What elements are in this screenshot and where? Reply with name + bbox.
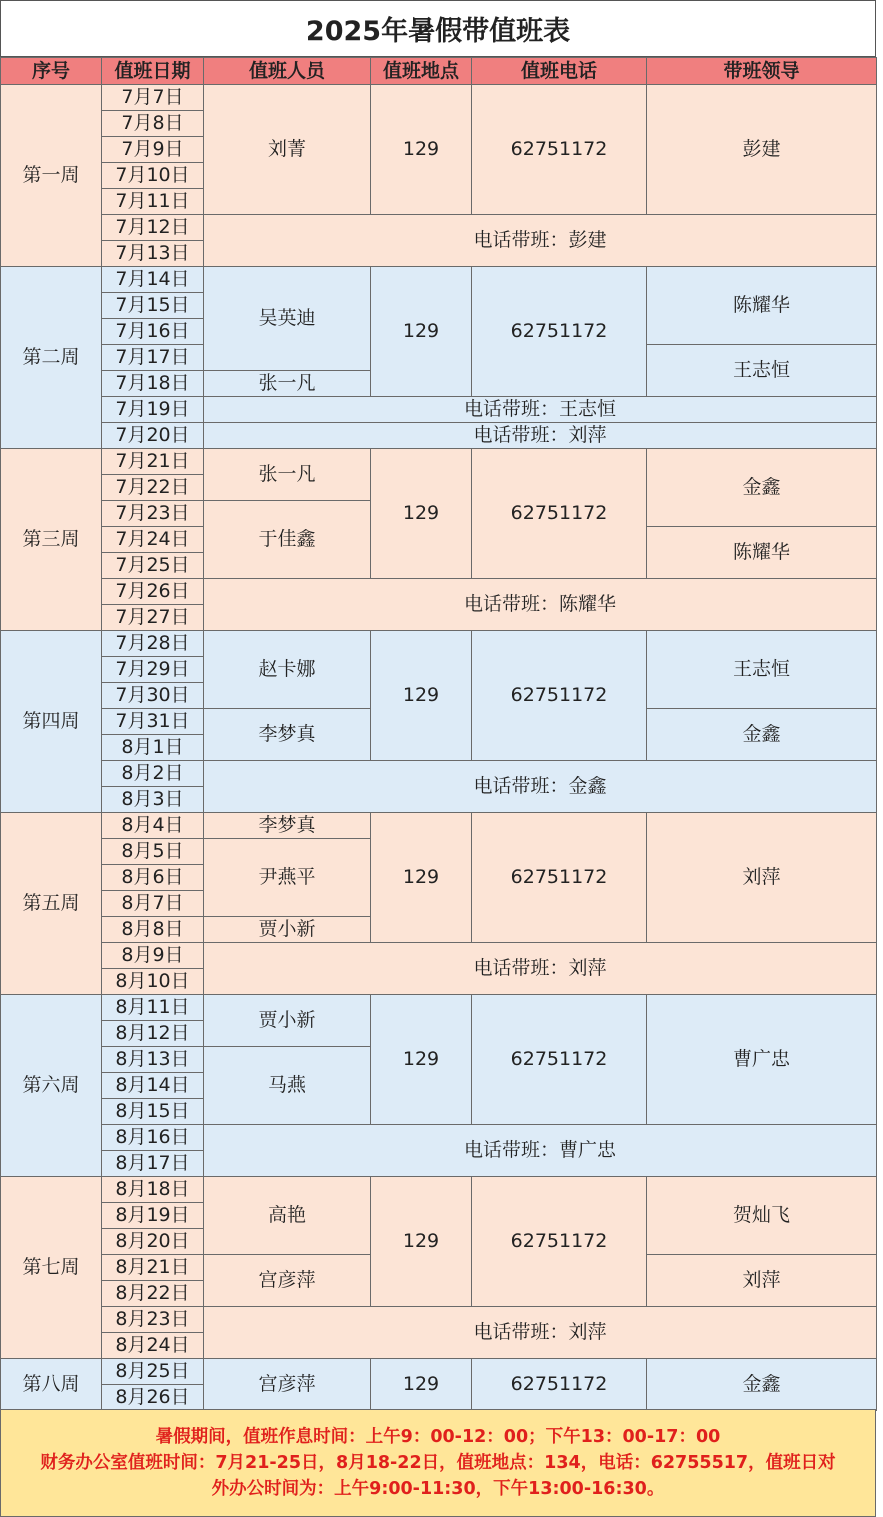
- phone-cell: 62751172: [472, 813, 647, 943]
- leader-cell: 陈耀华: [647, 527, 877, 579]
- header-phone: 值班电话: [472, 58, 647, 85]
- notice-box: [0, 1409, 876, 1517]
- date-cell: 8月8日: [102, 917, 204, 943]
- date-cell: 8月19日: [102, 1203, 204, 1229]
- date-cell: 8月10日: [102, 969, 204, 995]
- date-cell: 8月12日: [102, 1021, 204, 1047]
- date-cell: 7月19日: [102, 397, 204, 423]
- date-cell: 7月30日: [102, 683, 204, 709]
- week-8: [1, 1359, 877, 1411]
- leader-cell: 金鑫: [647, 1359, 877, 1411]
- date-cell: 8月1日: [102, 735, 204, 761]
- date-cell: 8月21日: [102, 1255, 204, 1281]
- date-cell: 7月31日: [102, 709, 204, 735]
- date-cell: 7月11日: [102, 189, 204, 215]
- staff-cell: 贾小新: [204, 995, 371, 1047]
- date-cell: 8月14日: [102, 1073, 204, 1099]
- date-cell: 7月23日: [102, 501, 204, 527]
- staff-cell: 刘菁: [204, 85, 371, 215]
- duty-schedule-table: [0, 57, 877, 1411]
- staff-cell: 赵卡娜: [204, 631, 371, 709]
- date-cell: 7月18日: [102, 371, 204, 397]
- leader-cell: 陈耀华: [647, 267, 877, 345]
- phone-duty-cell: 电话带班：刘萍: [204, 1307, 877, 1359]
- leader-cell: 王志恒: [647, 631, 877, 709]
- leader-cell: 王志恒: [647, 345, 877, 397]
- phone-duty-cell: 电话带班：刘萍: [204, 423, 877, 449]
- date-cell: 8月18日: [102, 1177, 204, 1203]
- date-cell: 7月15日: [102, 293, 204, 319]
- date-cell: 8月6日: [102, 865, 204, 891]
- date-cell: 7月12日: [102, 215, 204, 241]
- date-cell: 7月13日: [102, 241, 204, 267]
- date-cell: 8月11日: [102, 995, 204, 1021]
- staff-cell: 于佳鑫: [204, 501, 371, 579]
- date-cell: 8月15日: [102, 1099, 204, 1125]
- week-5: [1, 813, 877, 995]
- staff-cell: 李梦真: [204, 813, 371, 839]
- location-cell: 129: [371, 1177, 472, 1307]
- date-cell: 7月7日: [102, 85, 204, 111]
- week-label: 第六周: [1, 995, 102, 1177]
- header-location: 值班地点: [371, 58, 472, 85]
- location-cell: 129: [371, 631, 472, 761]
- date-cell: 8月26日: [102, 1385, 204, 1411]
- date-cell: 7月25日: [102, 553, 204, 579]
- leader-cell: 曹广忠: [647, 995, 877, 1125]
- date-cell: 8月2日: [102, 761, 204, 787]
- location-cell: 129: [371, 449, 472, 579]
- phone-cell: 62751172: [472, 1177, 647, 1307]
- date-cell: 7月10日: [102, 163, 204, 189]
- week-6: [1, 995, 877, 1177]
- week-label: 第七周: [1, 1177, 102, 1359]
- date-cell: 8月7日: [102, 891, 204, 917]
- header-index: 序号: [1, 58, 102, 85]
- week-2: [1, 267, 877, 449]
- header-leader: 带班领导: [647, 58, 877, 85]
- week-label: 第三周: [1, 449, 102, 631]
- phone-duty-cell: 电话带班：彭建: [204, 215, 877, 267]
- date-cell: 8月20日: [102, 1229, 204, 1255]
- week-7: [1, 1177, 877, 1359]
- week-label: 第五周: [1, 813, 102, 995]
- phone-cell: 62751172: [472, 995, 647, 1125]
- leader-cell: 金鑫: [647, 709, 877, 761]
- phone-cell: 62751172: [472, 449, 647, 579]
- leader-cell: 刘萍: [647, 813, 877, 943]
- date-cell: 8月13日: [102, 1047, 204, 1073]
- leader-cell: 刘萍: [647, 1255, 877, 1307]
- date-cell: 8月24日: [102, 1333, 204, 1359]
- date-cell: 8月23日: [102, 1307, 204, 1333]
- notice-line: 暑假期间，值班作息时间：上午9：00-12：00；下午13：00-17：00: [155, 1426, 721, 1447]
- phone-duty-cell: 电话带班：刘萍: [204, 943, 877, 995]
- leader-cell: 金鑫: [647, 449, 877, 527]
- phone-duty-cell: 电话带班：曹广忠: [204, 1125, 877, 1177]
- staff-cell: 宫彦萍: [204, 1255, 371, 1307]
- staff-cell: 高艳: [204, 1177, 371, 1255]
- staff-cell: 马燕: [204, 1047, 371, 1125]
- notice-line: 财务办公室值班时间：7月21-25日，8月18-22日，值班地点：134，电话：62755517，值班日对: [40, 1452, 836, 1473]
- phone-cell: 62751172: [472, 85, 647, 215]
- location-cell: 129: [371, 995, 472, 1125]
- phone-duty-cell: 电话带班：陈耀华: [204, 579, 877, 631]
- date-cell: 7月21日: [102, 449, 204, 475]
- week-label: 第四周: [1, 631, 102, 813]
- date-cell: 8月9日: [102, 943, 204, 969]
- header-row: [1, 58, 877, 85]
- staff-cell: 张一凡: [204, 449, 371, 501]
- date-cell: 8月3日: [102, 787, 204, 813]
- staff-cell: 宫彦萍: [204, 1359, 371, 1411]
- header-date: 值班日期: [102, 58, 204, 85]
- staff-cell: 贾小新: [204, 917, 371, 943]
- date-cell: 7月16日: [102, 319, 204, 345]
- date-cell: 7月24日: [102, 527, 204, 553]
- staff-cell: 吴英迪: [204, 267, 371, 371]
- date-cell: 7月27日: [102, 605, 204, 631]
- location-cell: 129: [371, 267, 472, 397]
- date-cell: 8月5日: [102, 839, 204, 865]
- date-cell: 7月29日: [102, 657, 204, 683]
- week-label: 第一周: [1, 85, 102, 267]
- phone-duty-cell: 电话带班：王志恒: [204, 397, 877, 423]
- date-cell: 7月28日: [102, 631, 204, 657]
- phone-duty-cell: 电话带班：金鑫: [204, 761, 877, 813]
- date-cell: 8月22日: [102, 1281, 204, 1307]
- date-cell: 8月17日: [102, 1151, 204, 1177]
- week-3: [1, 449, 877, 631]
- staff-cell: 李梦真: [204, 709, 371, 761]
- phone-cell: 62751172: [472, 267, 647, 397]
- staff-cell: 张一凡: [204, 371, 371, 397]
- phone-cell: 62751172: [472, 1359, 647, 1411]
- date-cell: 7月17日: [102, 345, 204, 371]
- date-cell: 8月16日: [102, 1125, 204, 1151]
- week-1: [1, 85, 877, 267]
- phone-cell: 62751172: [472, 631, 647, 761]
- week-label: 第二周: [1, 267, 102, 449]
- date-cell: 8月25日: [102, 1359, 204, 1385]
- date-cell: 7月26日: [102, 579, 204, 605]
- header-staff: 值班人员: [204, 58, 371, 85]
- location-cell: 129: [371, 1359, 472, 1411]
- date-cell: 7月9日: [102, 137, 204, 163]
- date-cell: 7月20日: [102, 423, 204, 449]
- location-cell: 129: [371, 813, 472, 943]
- leader-cell: 彭建: [647, 85, 877, 215]
- date-cell: 7月14日: [102, 267, 204, 293]
- date-cell: 7月8日: [102, 111, 204, 137]
- leader-cell: 贺灿飞: [647, 1177, 877, 1255]
- page-title: 2025年暑假带值班表: [0, 0, 876, 57]
- week-label: 第八周: [1, 1359, 102, 1411]
- staff-cell: 尹燕平: [204, 839, 371, 917]
- date-cell: 8月4日: [102, 813, 204, 839]
- week-4: [1, 631, 877, 813]
- notice-line: 外办公时间为：上午9:00-11:30，下午13:00-16:30。: [211, 1478, 665, 1499]
- date-cell: 7月22日: [102, 475, 204, 501]
- location-cell: 129: [371, 85, 472, 215]
